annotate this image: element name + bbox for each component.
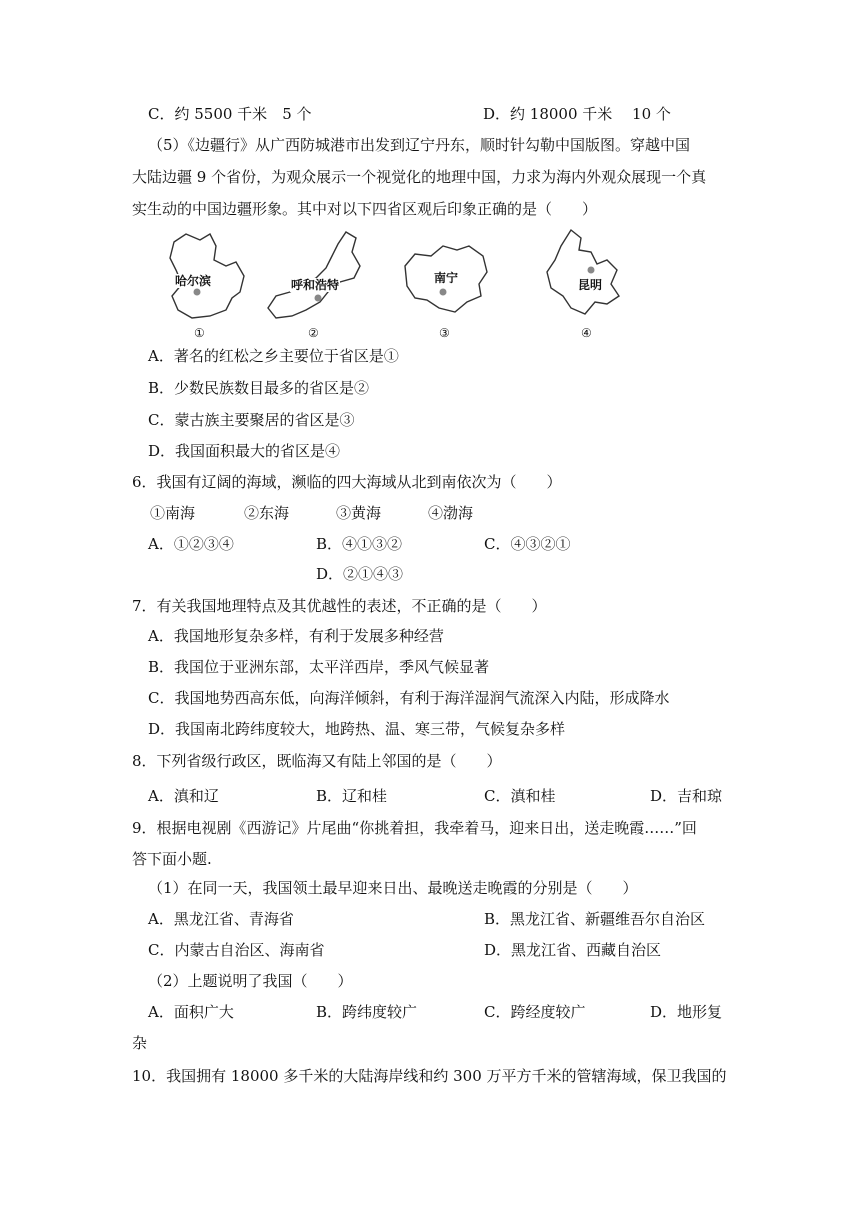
province-maps <box>140 226 640 344</box>
question-stem: 8．下列省级行政区，既临海又有陆上邻国的是（ ） <box>132 752 502 770</box>
sea-item: ④渤海 <box>428 504 474 522</box>
option-a: A．滇和辽 <box>148 787 219 805</box>
option-c: C．内蒙古自治区、海南省 <box>148 941 325 959</box>
question-stem: 6．我国有辽阔的海域，濒临的四大海域从北到南依次为（ ） <box>132 473 562 491</box>
option-c: C．蒙古族主要聚居的省区是③ <box>148 411 355 429</box>
option-d-continued: 杂 <box>132 1034 148 1052</box>
option-d: D．吉和琼 <box>650 787 723 805</box>
option-d: D．②①④③ <box>316 565 404 583</box>
option-b: B．黑龙江省、新疆维吾尔自治区 <box>484 910 706 928</box>
city-label: 南宁 <box>434 271 459 285</box>
option-b: B．辽和桂 <box>316 787 388 805</box>
option-c: C．跨经度较广 <box>484 1003 586 1021</box>
option-d: D．约 18000 千米 10 个 <box>483 105 671 123</box>
province-map-1 <box>152 226 252 340</box>
option-c: C．④③②① <box>484 535 571 553</box>
map-number: ② <box>308 326 319 340</box>
option-a: A．①②③④ <box>148 535 234 553</box>
option-a: A．黑龙江省、青海省 <box>148 910 294 928</box>
province-map-3 <box>395 226 495 340</box>
province-map-2 <box>262 226 372 340</box>
option-a: A．我国地形复杂多样，有利于发展多种经营 <box>148 627 444 645</box>
option-d: D．我国面积最大的省区是④ <box>148 442 341 460</box>
sub-question-stem: （2）上题说明了我国（ ） <box>148 972 353 990</box>
map-number: ③ <box>439 326 450 340</box>
option-b: B．跨纬度较广 <box>316 1003 418 1021</box>
option-c: C．滇和桂 <box>484 787 556 805</box>
option-b: B．④①③② <box>316 535 403 553</box>
option-c: C．约 5500 千米 5 个 <box>148 105 312 123</box>
city-label: 哈尔滨 <box>175 274 212 288</box>
city-label: 昆明 <box>578 278 603 292</box>
option-d: D．我国南北跨纬度较大，地跨热、温、寒三带，气候复杂多样 <box>148 720 566 738</box>
map-number: ④ <box>581 326 592 340</box>
option-c: C．我国地势西高东低，向海洋倾斜，有利于海洋湿润气流深入内陆，形成降水 <box>148 689 670 707</box>
sea-item: ②东海 <box>244 504 290 522</box>
question-stem: 7．有关我国地理特点及其优越性的表述，不正确的是（ ） <box>132 597 547 615</box>
question-stem-line: 大陆边疆 9 个省份，为观众展示一个视觉化的地理中国，力求为海内外观众展现一个真 <box>132 168 707 186</box>
question-stem-line: 答下面小题. <box>132 850 212 868</box>
question-stem-line: 9．根据电视剧《西游记》片尾曲“你挑着担，我牵着马，迎来日出，送走晚霞……”回 <box>132 819 697 837</box>
inner-mongolia-outline-icon <box>262 226 372 326</box>
question-stem-line: 10．我国拥有 18000 多千米的大陆海岸线和约 300 万平方千米的管辖海域，保卫我国的 <box>132 1067 727 1085</box>
option-d: D．地形复 <box>650 1003 723 1021</box>
option-b: B．少数民族数目最多的省区是② <box>148 379 370 397</box>
option-b: B．我国位于亚洲东部，太平洋西岸，季风气候显著 <box>148 658 490 676</box>
city-label: 呼和浩特 <box>291 278 340 292</box>
option-a: A．著名的红松之乡主要位于省区是① <box>148 347 399 365</box>
province-map-4 <box>535 226 635 340</box>
option-d: D．黑龙江省、西藏自治区 <box>484 941 662 959</box>
option-a: A．面积广大 <box>148 1003 234 1021</box>
sea-item: ①南海 <box>150 504 196 522</box>
question-stem-line: （5）《边疆行》从广西防城港市出发到辽宁丹东，顺时针勾勒中国版图。穿越中国 <box>148 136 691 154</box>
question-stem-line: 实生动的中国边疆形象。其中对以下四省区观后印象正确的是（ ） <box>132 200 598 218</box>
sub-question-stem: （1）在同一天，我国领土最早迎来日出、最晚送走晚霞的分别是（ ） <box>148 879 638 897</box>
sea-item: ③黄海 <box>336 504 382 522</box>
map-number: ① <box>194 326 205 340</box>
yunnan-outline-icon <box>535 226 635 326</box>
